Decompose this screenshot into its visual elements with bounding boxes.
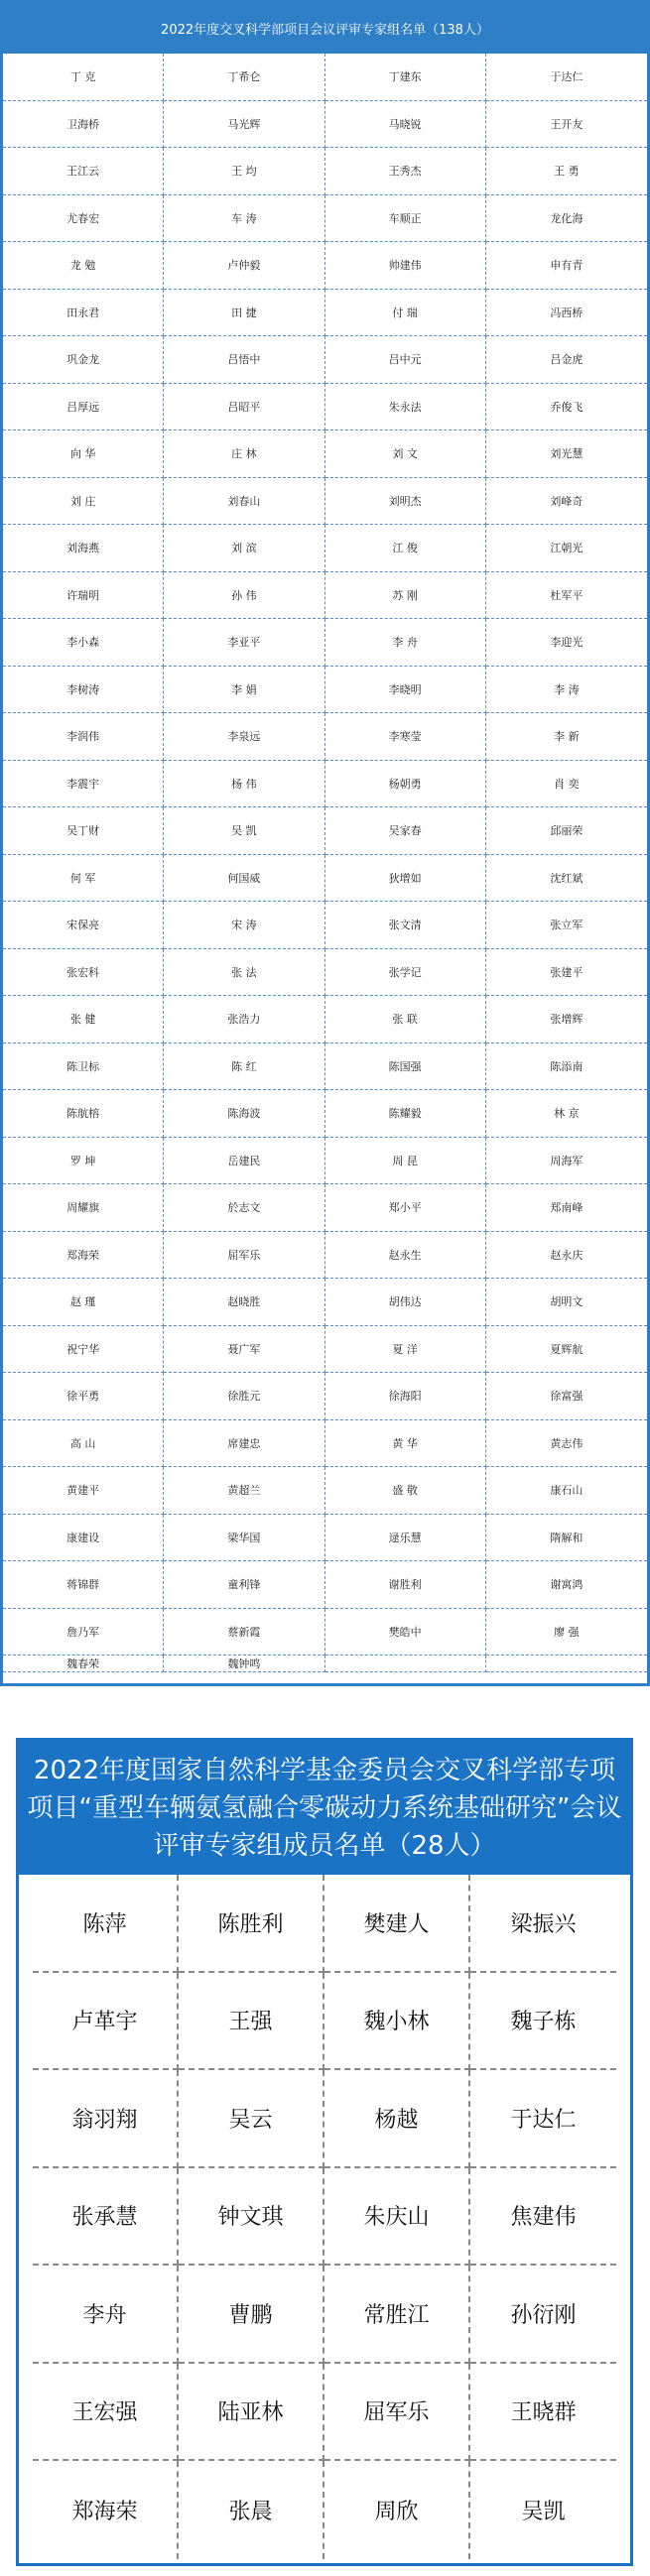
- expert-name-cell: 周欣: [325, 2461, 470, 2559]
- expert-name-cell: 林 京: [486, 1090, 647, 1138]
- expert-name-cell: 王宏强: [33, 2364, 179, 2462]
- expert-name-cell: 郑海荣: [33, 2461, 179, 2559]
- expert-name-cell: 周海军: [486, 1138, 647, 1185]
- expert-name-cell: 席建忠: [164, 1420, 325, 1468]
- expert-name-cell: 杨 伟: [164, 761, 325, 808]
- expert-name-cell: 徐平勇: [3, 1373, 164, 1420]
- expert-name-cell: 詹乃军: [3, 1609, 164, 1656]
- expert-name-cell: 巩金龙: [3, 336, 164, 384]
- expert-name-cell: 吕昭平: [164, 384, 325, 431]
- expert-name-cell: 苏 刚: [325, 572, 486, 620]
- expert-name-cell: 于达仁: [470, 2070, 616, 2168]
- expert-name-cell: 罗 坤: [3, 1138, 164, 1185]
- expert-name-cell: 江朝光: [486, 525, 647, 572]
- expert-name-cell: 沈红斌: [486, 855, 647, 903]
- expert-name-cell: 蔡新霞: [164, 1609, 325, 1656]
- expert-name-cell: 陈卫标: [3, 1043, 164, 1091]
- expert-name-cell: 陈 红: [164, 1043, 325, 1091]
- expert-name-cell: 帅建伟: [325, 242, 486, 290]
- expert-name-cell: 申有青: [486, 242, 647, 290]
- expert-name-cell: 梁华国: [164, 1515, 325, 1562]
- expert-name-cell: 丁建东: [325, 54, 486, 101]
- expert-name-cell: 张 法: [164, 949, 325, 997]
- expert-name-cell: 李小森: [3, 619, 164, 667]
- expert-name-cell: 康石山: [486, 1467, 647, 1515]
- expert-name-cell: 徐海阳: [325, 1373, 486, 1420]
- expert-name-cell: 岳建民: [164, 1138, 325, 1185]
- expert-name-cell: 樊建人: [325, 1875, 470, 1973]
- expert-name-cell: 郑小平: [325, 1184, 486, 1232]
- expert-name-cell: 杨越: [325, 2070, 470, 2168]
- expert-name-cell: 刘峰奇: [486, 478, 647, 526]
- expert-name-cell: 田 捷: [164, 290, 325, 337]
- expert-name-cell: 张浩力: [164, 996, 325, 1043]
- expert-name-cell: 黄超兰: [164, 1467, 325, 1515]
- expert-name-cell: 魏春荣: [3, 1656, 164, 1672]
- expert-name-cell: 吕厚远: [3, 384, 164, 431]
- expert-name-cell: 向 华: [3, 430, 164, 478]
- expert-name-cell: 狄增如: [325, 855, 486, 903]
- expert-name-cell: 胡伟达: [325, 1279, 486, 1326]
- expert-name-cell: 赵晓胜: [164, 1279, 325, 1326]
- expert-name-cell: 焦建伟: [470, 2168, 616, 2267]
- expert-name-cell: 陈萍: [33, 1875, 179, 1973]
- expert-name-cell: 刘春山: [164, 478, 325, 526]
- expert-name-cell: 朱永法: [325, 384, 486, 431]
- expert-name-cell: 刘光慧: [486, 430, 647, 478]
- expert-name-cell: 尤春宏: [3, 195, 164, 243]
- expert-name-cell: 孙 伟: [164, 572, 325, 620]
- expert-name-cell: 高 山: [3, 1420, 164, 1468]
- expert-name-cell: 张 健: [3, 996, 164, 1043]
- expert-name-cell: 徐富强: [486, 1373, 647, 1420]
- expert-name-cell: 李 新: [486, 713, 647, 761]
- expert-name-cell: 吴云: [179, 2070, 325, 2168]
- expert-name-cell: 黄 华: [325, 1420, 486, 1468]
- expert-name-cell: 樊皓中: [325, 1609, 486, 1656]
- expert-name-cell: 李树涛: [3, 667, 164, 714]
- expert-name-cell: 谢胜利: [325, 1561, 486, 1609]
- expert-name-cell: 翁羽翔: [33, 2070, 179, 2168]
- name-grid-2: [19, 1875, 630, 2559]
- expert-name-cell: 吴 凯: [164, 807, 325, 855]
- name-grid-1: [3, 54, 647, 1670]
- expert-name-cell: 郑海荣: [3, 1232, 164, 1280]
- expert-name-cell: 盛 敬: [325, 1467, 486, 1515]
- expert-name-cell: 廖 强: [486, 1609, 647, 1656]
- expert-name-cell: 吕金虎: [486, 336, 647, 384]
- expert-name-cell: 孙衍刚: [470, 2266, 616, 2364]
- expert-name-cell: 吴家春: [325, 807, 486, 855]
- expert-name-cell: 张文清: [325, 902, 486, 949]
- expert-name-cell: 曹鹏: [179, 2266, 325, 2364]
- expert-name-cell: 童利锋: [164, 1561, 325, 1609]
- expert-name-cell: 王江云: [3, 148, 164, 195]
- expert-name-cell: 陈胜利: [179, 1875, 325, 1973]
- expert-name-cell: 王晓群: [470, 2364, 616, 2462]
- expert-name-cell: 李润伟: [3, 713, 164, 761]
- expert-name-cell: 黄志伟: [486, 1420, 647, 1468]
- expert-name-cell: 田永君: [3, 290, 164, 337]
- expert-name-cell: 宋 涛: [164, 902, 325, 949]
- expert-name-cell: 卫海桥: [3, 101, 164, 149]
- expert-name-cell: 杜军平: [486, 572, 647, 620]
- expert-name-cell: 周耀旗: [3, 1184, 164, 1232]
- expert-name-cell: 吕中元: [325, 336, 486, 384]
- expert-name-cell: 李寒莹: [325, 713, 486, 761]
- expert-name-cell: 李亚平: [164, 619, 325, 667]
- expert-name-cell: 庄 林: [164, 430, 325, 478]
- expert-name-cell: 龙 勉: [3, 242, 164, 290]
- expert-name-cell: 王 勇: [486, 148, 647, 195]
- expert-name-cell: 蒋锦群: [3, 1561, 164, 1609]
- expert-name-cell: 吕悟中: [164, 336, 325, 384]
- expert-name-cell: [486, 1656, 647, 1672]
- expert-name-cell: 许瑞明: [3, 572, 164, 620]
- expert-name-cell: 张 联: [325, 996, 486, 1043]
- expert-name-cell: 张宏科: [3, 949, 164, 997]
- panel-1-title: 2022年度交叉科学部项目会议评审专家组名单（138人）: [3, 3, 647, 54]
- expert-name-cell: 李迎光: [486, 619, 647, 667]
- expert-name-cell: 陈航榕: [3, 1090, 164, 1138]
- expert-name-cell: 肖 奕: [486, 761, 647, 808]
- expert-name-cell: 邱丽荣: [486, 807, 647, 855]
- expert-name-cell: 于达仁: [486, 54, 647, 101]
- expert-name-cell: 冯西桥: [486, 290, 647, 337]
- expert-name-cell: 张增辉: [486, 996, 647, 1043]
- expert-name-cell: 陈耀毅: [325, 1090, 486, 1138]
- expert-name-cell: 王强: [179, 1973, 325, 2071]
- expert-name-cell: 魏钟鸣: [164, 1656, 325, 1672]
- expert-name-cell: 夏辉航: [486, 1326, 647, 1374]
- expert-name-cell: 卢仲毅: [164, 242, 325, 290]
- expert-name-cell: 张建平: [486, 949, 647, 997]
- panel-2-title: 2022年度国家自然科学基金委员会交叉科学部专项项目“重型车辆氨氢融合零碳动力系统基础研究”会议评审专家组成员名单（28人）: [19, 1741, 630, 1875]
- expert-name-cell: 周 昆: [325, 1138, 486, 1185]
- expert-name-cell: [325, 1656, 486, 1672]
- expert-name-cell: 张立军: [486, 902, 647, 949]
- expert-name-cell: 杨朝勇: [325, 761, 486, 808]
- expert-name-cell: 李舟: [33, 2266, 179, 2364]
- expert-name-cell: 逯乐慧: [325, 1515, 486, 1562]
- expert-name-cell: 赵永庆: [486, 1232, 647, 1280]
- expert-name-cell: 王开友: [486, 101, 647, 149]
- expert-name-cell: 隋解和: [486, 1515, 647, 1562]
- expert-name-cell: 宋保亮: [3, 902, 164, 949]
- expert-name-cell: 李晓明: [325, 667, 486, 714]
- expert-name-cell: 江 俊: [325, 525, 486, 572]
- expert-name-cell: 谢寓鸿: [486, 1561, 647, 1609]
- expert-name-cell: 祝宁华: [3, 1326, 164, 1374]
- expert-name-cell: 龙化海: [486, 195, 647, 243]
- expert-name-cell: 何 军: [3, 855, 164, 903]
- expert-name-cell: 陈国强: [325, 1043, 486, 1091]
- expert-name-cell: 胡明文: [486, 1279, 647, 1326]
- expert-list-panel-2: [16, 1738, 633, 2566]
- expert-name-cell: 郑南峰: [486, 1184, 647, 1232]
- expert-name-cell: 乔俊飞: [486, 384, 647, 431]
- expert-name-cell: 丁希仑: [164, 54, 325, 101]
- expert-name-cell: 王秀杰: [325, 148, 486, 195]
- expert-name-cell: 刘 庄: [3, 478, 164, 526]
- expert-name-cell: 朱庆山: [325, 2168, 470, 2267]
- expert-name-cell: 康建设: [3, 1515, 164, 1562]
- expert-name-cell: 吴丁财: [3, 807, 164, 855]
- expert-name-cell: 刘明杰: [325, 478, 486, 526]
- expert-name-cell: 陆亚林: [179, 2364, 325, 2462]
- expert-name-cell: 李泉远: [164, 713, 325, 761]
- expert-name-cell: 李 涛: [486, 667, 647, 714]
- expert-name-cell: 刘海燕: [3, 525, 164, 572]
- expert-name-cell: 吴凯: [521, 2499, 566, 2524]
- expert-name-cell: 刘 滨: [164, 525, 325, 572]
- expert-name-cell: 陈海波: [164, 1090, 325, 1138]
- expert-name-cell: 屈军乐: [325, 2364, 470, 2462]
- expert-name-cell: 丁 克: [3, 54, 164, 101]
- expert-name-cell: 屈军乐: [164, 1232, 325, 1280]
- expert-name-cell: 赵 瑾: [3, 1279, 164, 1326]
- expert-name-cell: 魏子栋: [470, 1973, 616, 2071]
- expert-name-cell: 马晓锐: [325, 101, 486, 149]
- expert-name-cell: 梁振兴: [470, 1875, 616, 1973]
- expert-name-cell: 马光辉: [164, 101, 325, 149]
- expert-name-cell: 车顺正: [325, 195, 486, 243]
- expert-name-cell: 钟文琪: [179, 2168, 325, 2267]
- expert-name-cell: 王 均: [164, 148, 325, 195]
- expert-name-cell: 张学记: [325, 949, 486, 997]
- expert-name-cell: 夏 洋: [325, 1326, 486, 1374]
- expert-name-cell: 何国威: [164, 855, 325, 903]
- expert-name-cell: 常胜江: [325, 2266, 470, 2364]
- expert-name-cell: 李 舟: [325, 619, 486, 667]
- expert-name-cell: 於志文: [164, 1184, 325, 1232]
- expert-name-cell: 张承慧: [33, 2168, 179, 2267]
- expert-name-cell: 李震宇: [3, 761, 164, 808]
- expert-name-cell: 张晨: [179, 2461, 325, 2559]
- expert-name-cell: 聂广军: [164, 1326, 325, 1374]
- expert-name-cell: 赵永生: [325, 1232, 486, 1280]
- expert-name-cell: 徐胜元: [164, 1373, 325, 1420]
- expert-name-cell: 刘 文: [325, 430, 486, 478]
- expert-name-cell: 黄建平: [3, 1467, 164, 1515]
- expert-name-cell: 卢革宇: [33, 1973, 179, 2071]
- expert-name-cell: 陈添南: [486, 1043, 647, 1091]
- expert-name-cell: 车 涛: [164, 195, 325, 243]
- expert-name-cell: 付 瑞: [325, 290, 486, 337]
- expert-name-cell: 李 娟: [164, 667, 325, 714]
- expert-name-cell: 魏小林: [325, 1973, 470, 2071]
